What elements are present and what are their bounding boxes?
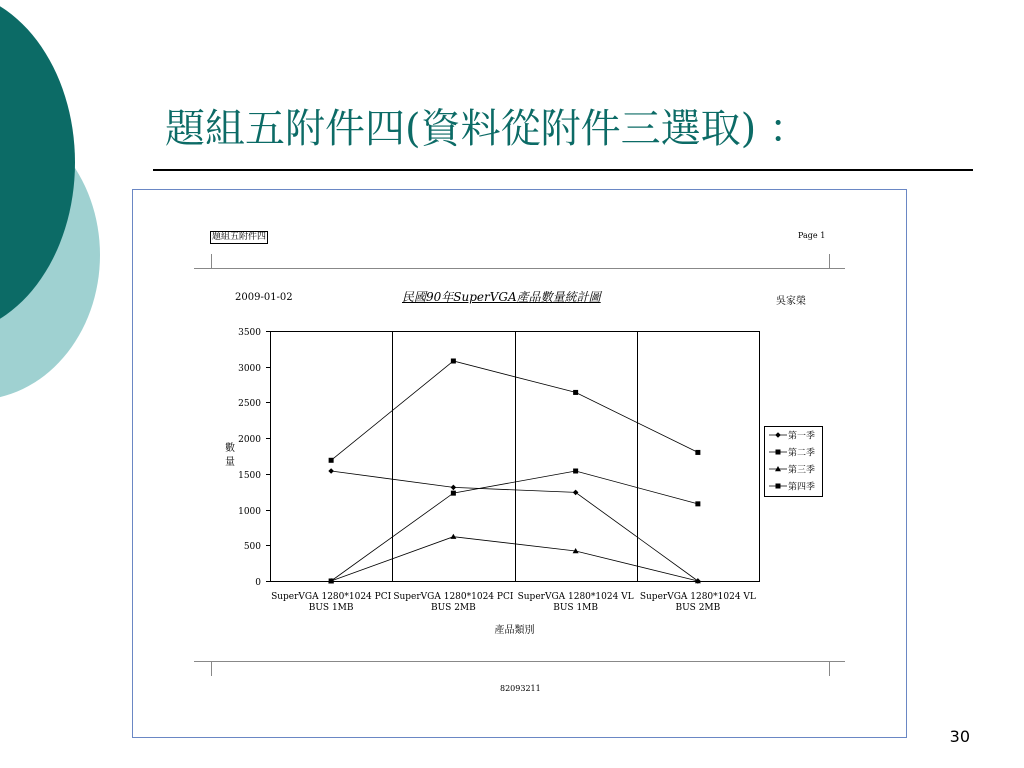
x-tick-label: SuperVGA 1280*1024 VL xyxy=(517,592,634,602)
data-point xyxy=(451,359,456,364)
data-point xyxy=(573,390,578,395)
data-point xyxy=(451,491,456,496)
x-tick-label: BUS 2MB xyxy=(675,603,721,613)
data-point xyxy=(573,490,579,496)
legend-label: 第一季 xyxy=(788,431,816,442)
series-2 xyxy=(329,469,701,584)
y-tick-label: 2500 xyxy=(238,399,261,409)
data-point xyxy=(451,485,457,491)
data-point xyxy=(328,468,334,474)
y-tick-label: 0 xyxy=(255,578,261,588)
legend-marker xyxy=(776,484,781,489)
report-tag: 題組五附件四 xyxy=(212,232,267,242)
y-tick-label: 3000 xyxy=(238,364,261,374)
x-tick-label: BUS 2MB xyxy=(430,603,476,613)
y-tick-label: 1500 xyxy=(238,471,261,481)
legend-label: 第三季 xyxy=(788,465,816,476)
y-tick-label: 1000 xyxy=(238,507,261,517)
legend-label: 第四季 xyxy=(788,482,816,493)
y-tick-label: 3500 xyxy=(238,328,261,338)
data-point xyxy=(695,450,700,455)
chart-title: 民國90年SuperVGA產品數量統計圖 xyxy=(402,290,601,304)
x-tick-label: SuperVGA 1280*1024 PCI xyxy=(271,592,392,602)
report-footer-rule xyxy=(194,662,845,677)
series-line xyxy=(331,537,698,581)
x-axis-label: 產品類別 xyxy=(494,625,535,636)
x-tick-label: BUS 1MB xyxy=(553,603,599,613)
report-date: 2009-01-02 xyxy=(235,292,293,303)
series-3 xyxy=(328,534,701,583)
series-4 xyxy=(329,359,701,463)
series-line xyxy=(331,361,698,460)
report-footer-code: 82093211 xyxy=(500,684,541,693)
report-page-label: Page 1 xyxy=(798,231,826,240)
report-header-rule xyxy=(194,254,845,269)
report-author: 吳家榮 xyxy=(776,296,806,307)
legend-marker xyxy=(776,450,781,455)
series-1 xyxy=(328,468,700,584)
series-line xyxy=(331,471,698,581)
y-tick-label: 2000 xyxy=(238,435,261,445)
data-point xyxy=(573,469,578,474)
x-tick-label: BUS 1MB xyxy=(308,603,354,613)
series-line xyxy=(331,471,698,581)
x-tick-label: SuperVGA 1280*1024 VL xyxy=(639,592,756,602)
data-point xyxy=(695,501,700,506)
y-tick-label: 500 xyxy=(243,542,261,552)
slide-page-number: 30 xyxy=(949,727,970,746)
legend-label: 第二季 xyxy=(788,448,816,459)
y-axis-label: 數量 xyxy=(225,443,235,468)
slide-title: 題組五附件四(資料從附件三選取) ： xyxy=(165,106,809,152)
data-point xyxy=(450,534,456,539)
data-point xyxy=(329,458,334,463)
x-tick-label: SuperVGA 1280*1024 PCI xyxy=(393,592,514,602)
